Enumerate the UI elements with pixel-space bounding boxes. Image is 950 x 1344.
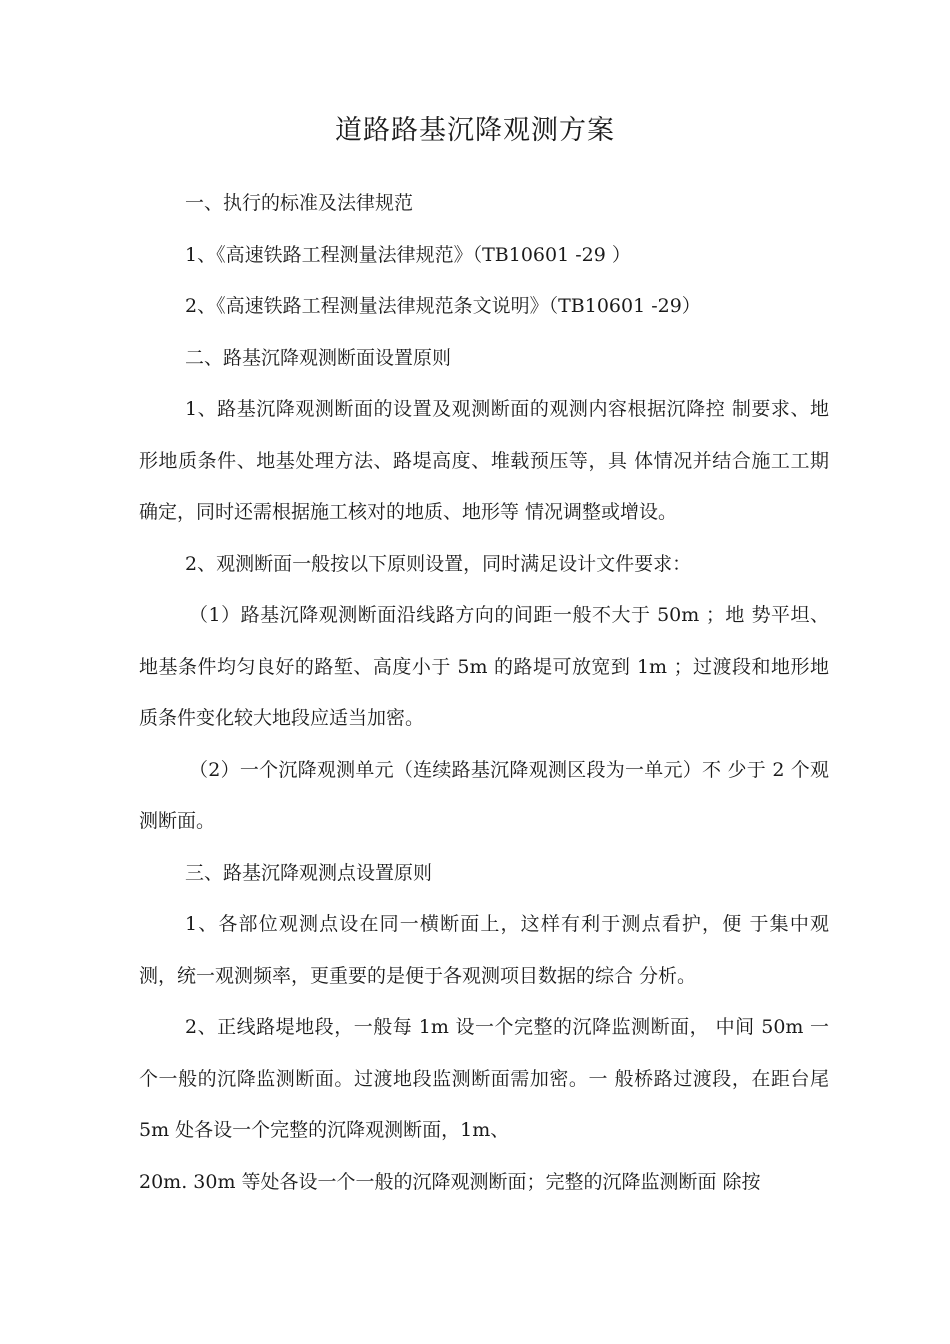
section-heading-1: 一、执行的标准及法律规范	[185, 192, 414, 214]
document-title: 道路路基沉降观测方案	[335, 115, 615, 146]
paragraph: 1、路基沉降观测断面的设置及观测断面的观测内容根据沉降控 制要求、地形地质条件、地基处理方法、路堤高度、堆载预压等，具 体情况并结合施工工期确定，同时还需根据施工核对的地质、地形等 情况调整或增设。	[139, 398, 829, 523]
paragraph: 2、正线路堤地段，一般每 1m 设一个完整的沉降监测断面， 中间 50m 一个一般的沉降监测断面。过渡地段监测断面需加密。一 般桥路过渡段，在距台尾 5m 处各设一个完整的沉降观测断面，1m、	[139, 1016, 829, 1141]
document-body	[139, 178, 829, 1208]
paragraph: 1、《高速铁路工程测量法律规范》（TB10601 -29 ）	[185, 243, 631, 266]
paragraph: 2、《高速铁路工程测量法律规范条文说明》（TB10601 -29）	[185, 295, 701, 317]
paragraph: 20m. 30m 等处各设一个一般的沉降观测断面；完整的沉降监测断面 除按	[139, 1170, 761, 1193]
paragraph: （2）一个沉降观测单元（连续路基沉降观测区段为一单元）不 少于 2 个观测断面。	[139, 758, 829, 832]
paragraph: （1）路基沉降观测断面沿线路方向的间距一般不大于 50m ；地 势平坦、地基条件均匀良好的路堑、高度小于 5m 的路堤可放宽到 1m ；过渡段和地形地质条件变化较大地段应适当加密。	[139, 604, 829, 729]
paragraph: 2、观测断面一般按以下原则设置，同时满足设计文件要求：	[185, 552, 692, 575]
section-heading-2: 二、路基沉降观测断面设置原则	[185, 346, 452, 369]
paragraph: 1、各部位观测点设在同一横断面上，这样有利于测点看护，便 于集中观测，统一观测频率，更重要的是便于各观测项目数据的综合 分析。	[139, 913, 829, 987]
section-heading-3: 三、路基沉降观测点设置原则	[185, 861, 433, 884]
